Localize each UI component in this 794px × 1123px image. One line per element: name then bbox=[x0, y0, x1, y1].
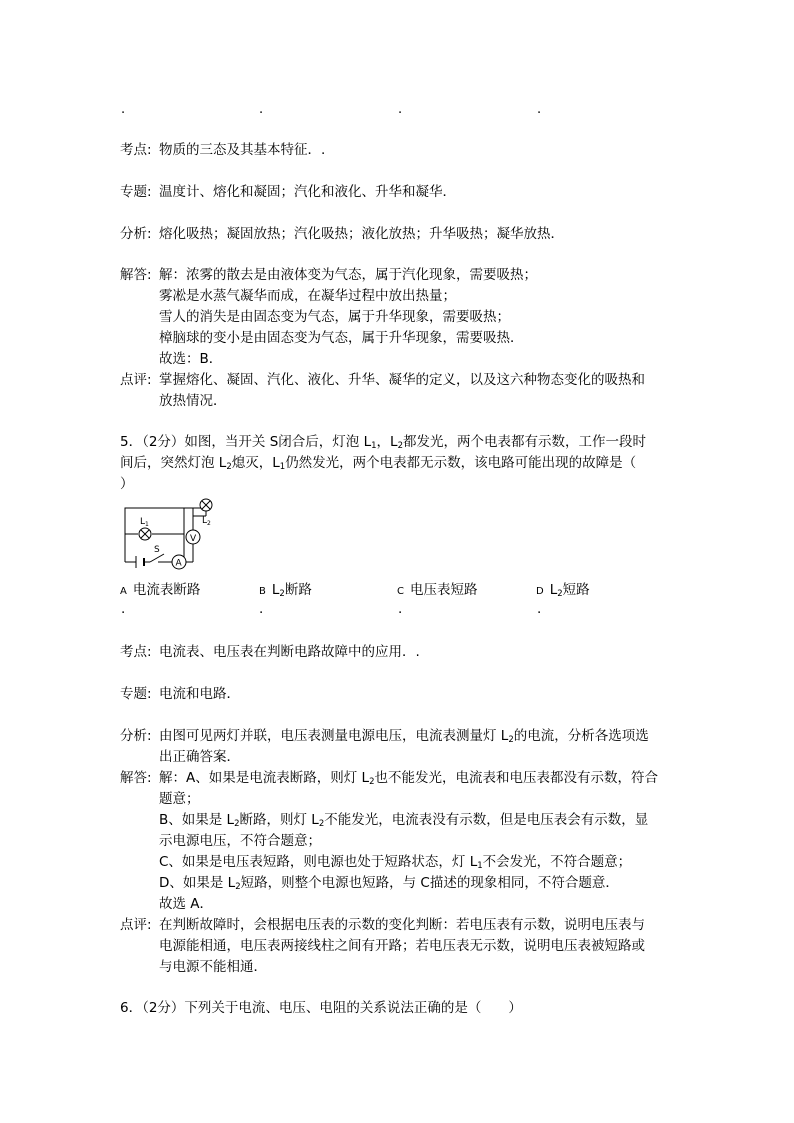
jieda-line bbox=[159, 873, 619, 898]
stem-text: 间后，突然灯泡 L bbox=[120, 455, 227, 471]
jieda-text: 也不能发光，电流表和电压表都没有示数，符合 bbox=[374, 770, 658, 786]
option-text: L bbox=[549, 582, 558, 598]
option-text: 短路 bbox=[562, 582, 590, 598]
subscript: 2 bbox=[226, 462, 232, 472]
jieda-text: 解：A、如果是电流表断路，则灯 L bbox=[159, 770, 370, 786]
fenxi-text: 的电流，分析各选项选 bbox=[513, 728, 649, 744]
dianping-label: 点评: bbox=[120, 917, 152, 933]
circuit-diagram bbox=[118, 496, 228, 574]
jieda-line: 解：浓雾的散去是由液体变为气态，属于汽化现象，需要吸热； bbox=[159, 267, 537, 283]
subscript: 2 bbox=[235, 882, 241, 892]
kaodian-text: 物质的三态及其基本特征．. bbox=[159, 142, 326, 158]
ammeter-icon bbox=[172, 555, 186, 569]
zhuanti-label: 专题: bbox=[120, 686, 152, 702]
subscript: 1 bbox=[371, 441, 377, 451]
dianping-line: 放热情况． bbox=[159, 393, 227, 409]
zhuanti-text: 温度计、熔化和凝固；汽化和液化、升华和凝华． bbox=[159, 184, 456, 200]
dianping-line: 与电源不能相通． bbox=[159, 959, 267, 975]
subscript: 2 bbox=[234, 819, 240, 829]
subscript: 2 bbox=[279, 589, 285, 599]
zhuanti-text: 电流和电路． bbox=[159, 686, 240, 702]
option-letter: D bbox=[536, 586, 544, 597]
dianping-label: 点评: bbox=[120, 372, 152, 388]
fenxi-text: 由图可见两灯并联，电压表测量电源电压，电流表测量灯 L bbox=[159, 728, 509, 744]
option-letter: A bbox=[120, 586, 127, 597]
fenxi-label: 分析: bbox=[120, 226, 152, 242]
subscript: 1 bbox=[477, 861, 483, 871]
option-c[interactable] bbox=[397, 580, 477, 602]
option-a[interactable] bbox=[120, 580, 200, 602]
subscript: 2 bbox=[557, 589, 563, 599]
option-text: 电流表断路 bbox=[132, 582, 201, 598]
stem-text: 5．（2分）如图，当开关 S闭合后，灯泡 L bbox=[120, 434, 372, 450]
jieda-line: 樟脑球的变小是由固态变为气态，属于升华现象，需要吸热． bbox=[159, 330, 524, 346]
subscript: 2 bbox=[369, 777, 375, 787]
jieda-text: 不能发光，电流表没有示数，但是电压表会有示数，显 bbox=[324, 812, 649, 828]
option-dot-d: . bbox=[537, 601, 542, 617]
jieda-line: 题意； bbox=[159, 791, 200, 807]
subscript: 2 bbox=[318, 819, 325, 829]
jieda-line: 故选 A． bbox=[159, 896, 214, 912]
option-d[interactable] bbox=[536, 580, 590, 605]
option-text: 断路 bbox=[284, 582, 312, 598]
dianping-line: 电源能相通，电压表两接线柱之间有开路；若电压表无示数，说明电压表被短路或 bbox=[159, 938, 645, 954]
fenxi-label: 分析: bbox=[120, 728, 152, 744]
option-dot-c: . bbox=[398, 601, 403, 617]
q5-stem-line: ） bbox=[120, 476, 134, 492]
jieda-line: 故选：B． bbox=[159, 351, 223, 367]
label-s: S bbox=[154, 545, 160, 555]
label-l2: $L_2$ bbox=[202, 516, 211, 527]
option-text: L bbox=[271, 582, 280, 598]
dianping-line: 在判断故障时，会根据电压表的示数的变化判断：若电压表有示数，说明电压表与 bbox=[159, 917, 645, 933]
option-text: 电压表短路 bbox=[409, 582, 478, 598]
jieda-text: C、如果是电压表短路，则电源也处于短路状态，灯 L bbox=[159, 854, 478, 870]
jieda-text: B、如果是 L bbox=[159, 812, 235, 828]
option-dot-b: . bbox=[259, 102, 264, 117]
jieda-label: 解答: bbox=[120, 770, 152, 786]
option-letter: C bbox=[397, 586, 404, 597]
voltmeter-label: V bbox=[190, 534, 197, 544]
jieda-text: 不会发光，不符合题意； bbox=[482, 854, 632, 870]
option-dot-c: . bbox=[398, 102, 403, 117]
option-dot-a: . bbox=[121, 102, 126, 117]
bulb-l1-icon bbox=[139, 528, 151, 540]
jieda-line bbox=[159, 768, 658, 793]
stem-text: 都发光，两个电表都有示数，工作一段时 bbox=[402, 434, 646, 450]
q6-stem: 6．（2分）下列关于电流、电压、电阻的关系说法正确的是（ ） bbox=[120, 1000, 522, 1016]
option-dot-a: . bbox=[121, 601, 126, 617]
jieda-text: 断路，则灯 L bbox=[239, 812, 319, 828]
option-letter: B bbox=[259, 586, 266, 597]
dianping-line: 掌握熔化、凝固、汽化、液化、升华、凝华的定义，以及这六种物态变化的吸热和 bbox=[159, 372, 645, 388]
jieda-text: D、如果是 L bbox=[159, 875, 236, 891]
zhuanti-label: 专题: bbox=[120, 184, 152, 200]
jieda-line: 示电源电压，不符合题意； bbox=[159, 833, 321, 849]
label-l1: $L_1$ bbox=[140, 517, 149, 528]
kaodian-label: 考点: bbox=[120, 644, 152, 660]
kaodian-text: 电流表、电压表在判断电路故障中的应用．. bbox=[159, 644, 420, 660]
q5-stem-line bbox=[120, 453, 636, 478]
fenxi-line: 出正确答案． bbox=[159, 749, 240, 765]
jieda-label: 解答: bbox=[120, 267, 152, 283]
stem-text: 仍然发光，两个电表都无示数，该电路可能出现的故障是（ bbox=[285, 455, 637, 471]
option-dot-b: . bbox=[259, 601, 264, 617]
stem-text: ，L bbox=[376, 434, 398, 450]
ammeter-label: A bbox=[175, 558, 182, 569]
jieda-text: 短路，则整个电源也短路，与 C描述的现象相同，不符合题意． bbox=[240, 875, 619, 891]
option-b[interactable] bbox=[259, 580, 312, 605]
option-dot-d: . bbox=[537, 102, 542, 117]
jieda-line: 雪人的消失是由固态变为气态，属于升华现象，需要吸热； bbox=[159, 309, 510, 325]
stem-text: 熄灭，L bbox=[231, 455, 280, 471]
subscript: 2 bbox=[508, 735, 514, 745]
jieda-line: 雾凇是水蒸气凝华而成，在凝华过程中放出热量； bbox=[159, 288, 456, 304]
kaodian-label: 考点: bbox=[120, 142, 152, 158]
fenxi-text: 熔化吸热；凝固放热；汽化吸热；液化放热；升华吸热；凝华放热． bbox=[159, 226, 564, 242]
voltmeter-icon bbox=[186, 530, 200, 544]
subscript: 1 bbox=[279, 462, 286, 472]
subscript: 2 bbox=[397, 441, 403, 451]
bulb-l2-icon bbox=[200, 499, 212, 511]
